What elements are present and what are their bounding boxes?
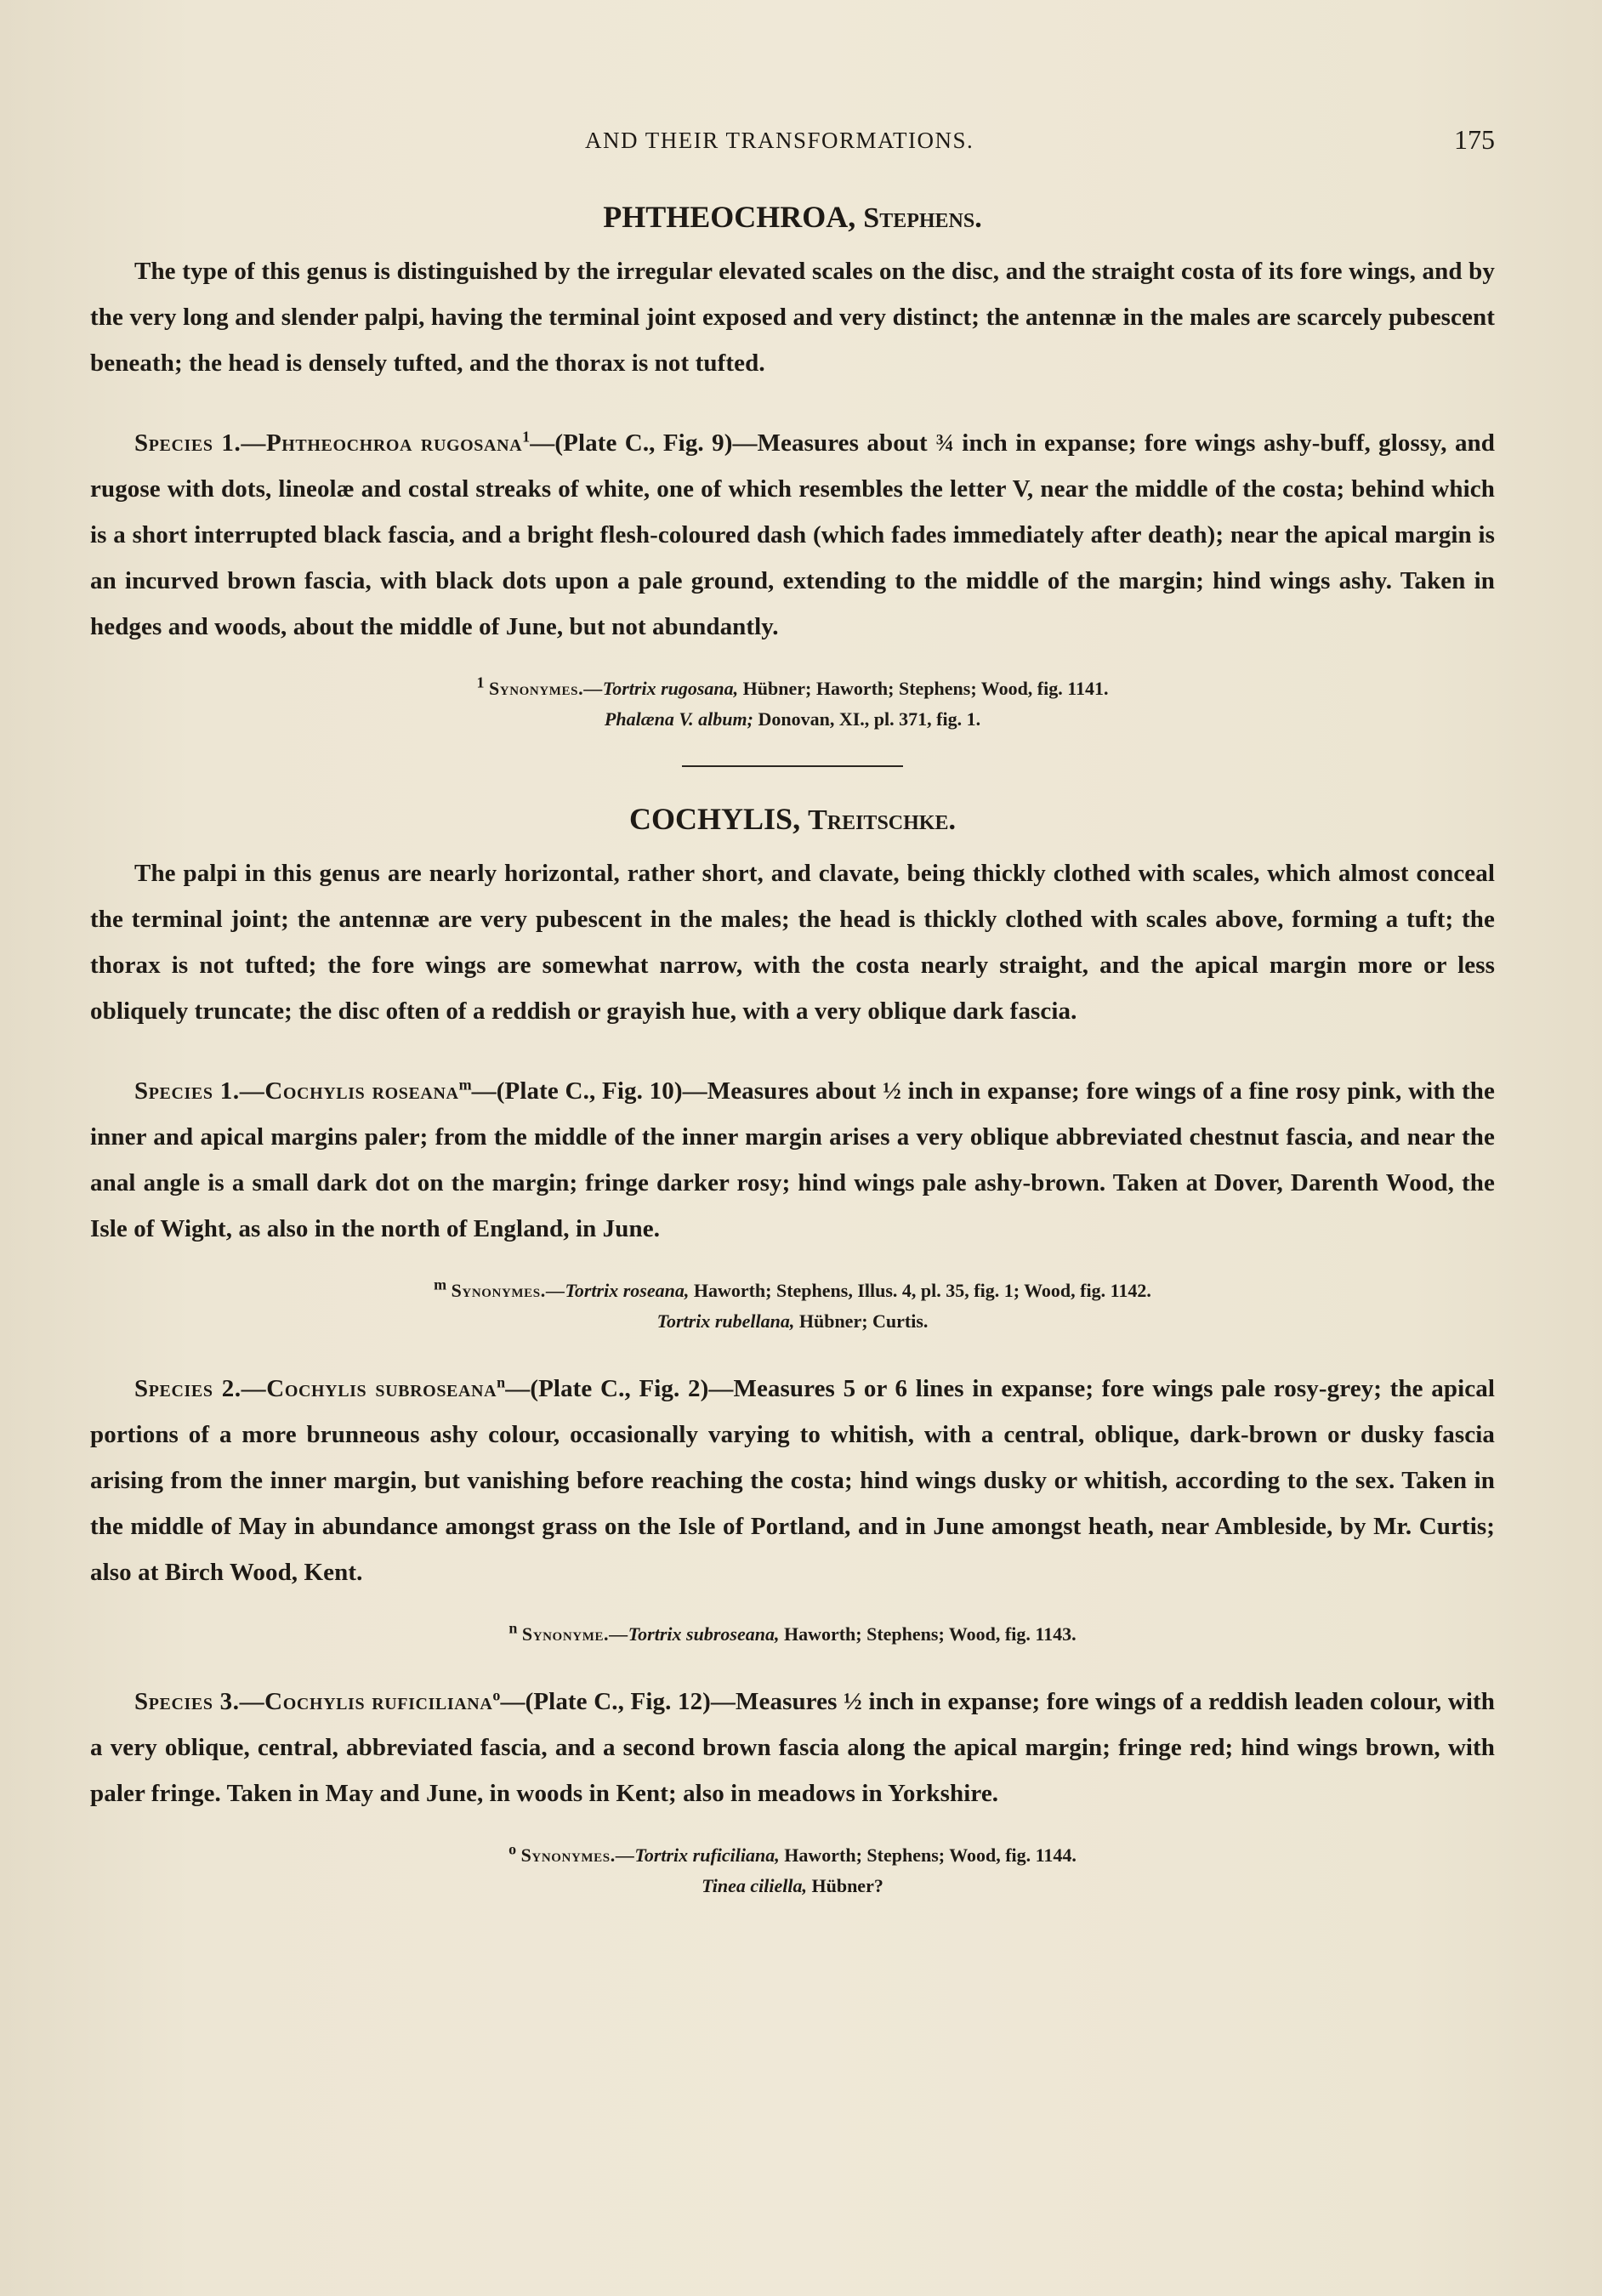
synonym-refs: Donovan, XI., pl. 371, fig. 1. xyxy=(753,708,981,730)
species-description: —(Plate C., Fig. 10)—Measures about ½ inch in expanse; fore wings of a fine rosy pink, with the inner and apical margins paler; from the middle of the inner margin arises a very oblique abbreviated chestnut fascia, and near the anal angle is a small dark dot on the margin; fringe darker rosy; hind wings pale ashy-brown. Taken at Dover, Darenth Wood, the Isle of Wight, as also in the north of England, in June. xyxy=(90,1077,1495,1242)
species-description: —(Plate C., Fig. 12)—Measures ½ inch in expanse; fore wings of a reddish leaden colour, with a very oblique, central, abbreviated fascia, and a second brown fascia along the apical margin; fringe red; hind wings brown, with paler fringe. Taken in May and June, in woods in Kent; also in meadows in Yorkshire. xyxy=(90,1687,1496,1807)
footnote-ref: o xyxy=(492,1685,501,1703)
footnote-mark: 1 xyxy=(476,673,485,691)
species-entry-cochylis-ruficiliana xyxy=(90,1679,1495,1816)
synonym-name: Tinea ciliella, xyxy=(702,1874,807,1896)
species-entry-cochylis-roseana xyxy=(90,1068,1495,1252)
footnote-line-2 xyxy=(90,704,1495,735)
synonym-refs: Hübner; Haworth; Stephens; Wood, fig. 1141. xyxy=(738,677,1109,699)
species-heading: Species 1.—Phtheochroa rugosana xyxy=(134,429,523,457)
footnote-line-2 xyxy=(90,1306,1495,1337)
genus-heading-cochylis xyxy=(90,801,1495,838)
footnote-phtheochroa-rugosana xyxy=(90,673,1495,704)
synonym-refs: Haworth; Stephens; Wood, fig. 1143. xyxy=(779,1623,1077,1645)
footnote-cochylis-subroseana xyxy=(90,1619,1495,1650)
species-heading: Species 1.—Cochylis roseana xyxy=(134,1077,459,1105)
footnote-cochylis-roseana xyxy=(90,1276,1495,1306)
footnote-ref: n xyxy=(497,1372,506,1390)
genus-description-cochylis: The palpi in this genus are nearly horizontal, rather short, and clavate, being thickly clothed with scales, which almost conceal the terminal joint; the antennæ are very pubescent in the males; the head is thickly clothed with scales above, forming a tuft; the thorax is not tufted; the fore wings are somewhat narrow, with the costa nearly straight, and the apical margin more or less obliquely truncate; the disc often of a reddish or grayish hue, with a very oblique dark fascia. xyxy=(90,859,1495,1025)
page-number: 175 xyxy=(1454,124,1495,155)
synonym-name: Tortrix roseana, xyxy=(565,1279,690,1301)
section-rule xyxy=(682,765,903,767)
species-heading: Species 2.—Cochylis subroseana xyxy=(134,1374,497,1402)
synonym-name: Phalæna V. album; xyxy=(604,708,753,730)
species-heading: Species 3.—Cochylis ruficiliana xyxy=(134,1687,493,1715)
genus-name: PHTHEOCHROA, xyxy=(603,200,856,234)
species-description: —(Plate C., Fig. 2)—Measures 5 or 6 lines in expanse; fore wings pale rosy-grey; the apical portions of a more brunneous ashy colour, occasionally varying to whitish, with a central, oblique, dark-brown or dusky fascia arising from the inner margin, but vanishing before reaching the costa; hind wings dusky or whitish, according to the sex. Taken in the middle of May in abundance amongst grass on the Isle of Portland, and in June amongst heath, near Ambleside, by Mr. Curtis; also at Birch Wood, Kent. xyxy=(90,1374,1495,1586)
genus-name: COCHYLIS, xyxy=(629,801,801,836)
species-description: —(Plate C., Fig. 9)—Measures about ¾ inch in expanse; fore wings ashy-buff, glossy, and rugose with dots, lineolæ and costal streaks of white, one of which resembles the letter V, near the middle of the costa; behind which is a short interrupted black fascia, and a bright flesh-coloured dash (which fades immediately after death); near the apical margin is an incurved brown fascia, with black dots upon a pale ground, extending to the middle of the margin; hind wings ashy. Taken in hedges and woods, about the middle of June, but not abundantly. xyxy=(90,429,1496,640)
genus-author: Stephens. xyxy=(863,202,982,234)
synonym-name: Tortrix ruficiliana, xyxy=(634,1844,780,1866)
synonym-refs: Haworth; Stephens, Illus. 4, pl. 35, fig. 1; Wood, fig. 1142. xyxy=(689,1279,1151,1301)
footnote-ref: m xyxy=(458,1075,472,1093)
footnote-mark: m xyxy=(434,1276,447,1293)
footnote-label: Synonyme.— xyxy=(521,1623,628,1645)
synonym-refs: Hübner? xyxy=(806,1874,883,1896)
running-head xyxy=(90,124,1495,165)
synonym-name: Tortrix subroseana, xyxy=(628,1623,780,1645)
genus-heading-phtheochroa xyxy=(90,199,1495,236)
footnote-label: Synonymes.— xyxy=(520,1844,635,1866)
footnote-label: Synonymes.— xyxy=(451,1279,565,1301)
species-entry-cochylis-subroseana xyxy=(90,1366,1495,1595)
footnote-line-2 xyxy=(90,1871,1495,1901)
genus-description-phtheochroa: The type of this genus is distinguished by the irregular elevated scales on the disc, and the straight costa of its fore wings, and by the very long and slender palpi, having the terminal joint exposed and very distinct; the antennæ in the males are scarcely pubescent beneath; the head is densely tufted, and the thorax is not tufted. xyxy=(90,257,1495,377)
synonym-refs: Hübner; Curtis. xyxy=(794,1310,929,1332)
synonym-name: Tortrix rugosana, xyxy=(602,677,739,699)
footnote-cochylis-ruficiliana xyxy=(90,1840,1495,1871)
synonym-name: Tortrix rubellana, xyxy=(656,1310,795,1332)
synonym-refs: Haworth; Stephens; Wood, fig. 1144. xyxy=(779,1844,1077,1866)
running-title: AND THEIR TRANSFORMATIONS. xyxy=(585,128,974,153)
footnote-label: Synonymes.— xyxy=(488,677,603,699)
footnote-mark: o xyxy=(508,1840,517,1858)
footnote-ref: 1 xyxy=(522,428,531,446)
genus-author: Treitschke. xyxy=(808,804,956,836)
species-entry-phtheochroa-rugosana xyxy=(90,420,1495,650)
footnote-mark: n xyxy=(508,1619,518,1637)
